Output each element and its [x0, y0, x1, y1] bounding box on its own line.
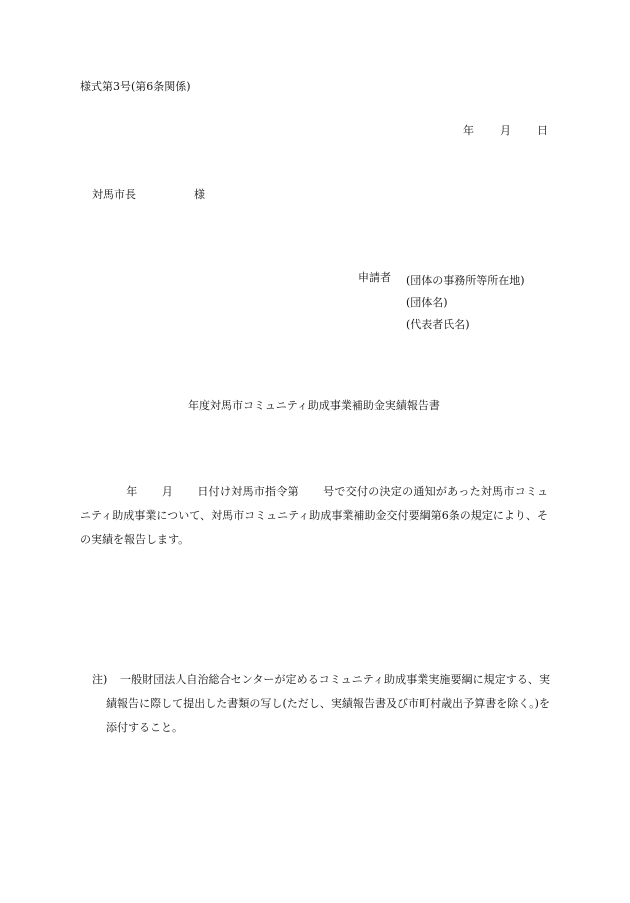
note-label: 注) [92, 673, 108, 686]
body-month: 月 [161, 485, 174, 498]
date-month-label: 月 [500, 124, 511, 137]
date-line [463, 123, 548, 139]
addressee-name: 対馬市長 [92, 188, 136, 201]
body-rest: 号で交付の決定の通知があった対馬市コミュニティ助成事業について、対馬市コミュニティ助成事業補助金交付要綱第6条の規定により、その実績を報告します。 [80, 485, 549, 546]
addressee-honorific: 様 [194, 188, 205, 201]
addressee [92, 187, 205, 203]
body-year: 年 [126, 485, 138, 498]
note-text: 一般財団法人自治総合センターが定めるコミュニティ助成事業実施要綱に規定する、実績報告に際して提出した書類の写し(ただし、実績報告書及び市町村歳出予算書を除く。)を添付すること。 [106, 673, 550, 734]
applicant-field-representative: (代表者氏名) [406, 318, 470, 331]
form-number: 様式第3号(第6条関係) [80, 80, 191, 93]
date-day-label: 日 [537, 124, 548, 137]
applicant-label: 申請者 [358, 271, 391, 284]
body-day-prefix: 日付け対馬市指令第 [197, 485, 299, 498]
applicant-field-org-name: (団体名) [406, 296, 448, 309]
applicant-fields [406, 270, 525, 336]
applicant-field-address: (団体の事務所等所在地) [406, 274, 525, 287]
date-year-label: 年 [463, 124, 474, 137]
body-paragraph [80, 480, 548, 552]
document-title: 年度対馬市コミュニティ助成事業補助金実績報告書 [188, 399, 440, 412]
